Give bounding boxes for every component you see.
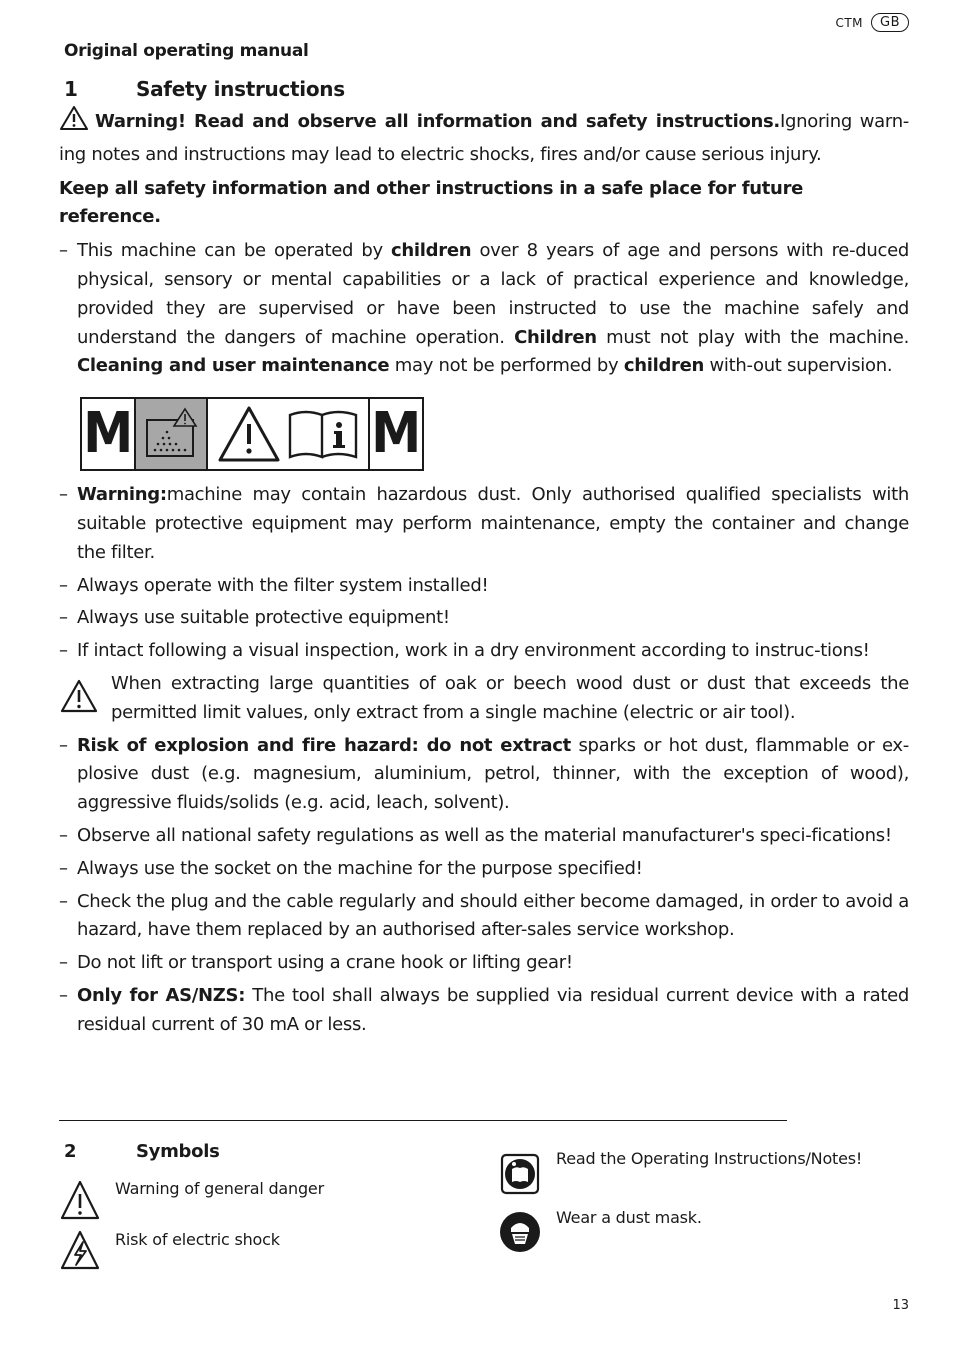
section-divider	[59, 1120, 787, 1121]
symbol-label: Wear a dust mask.	[556, 1208, 702, 1227]
language-badge: GB	[871, 13, 909, 32]
warning-triangle-icon	[59, 670, 103, 728]
section-number: 1	[64, 77, 78, 101]
note-text: When extracting large quantities of oak or beech wood dust or dust that exceeds the permitted limit values, only extract from a single machine (electric or air tool).	[111, 672, 909, 723]
warning-triangle-icon	[59, 105, 89, 141]
safety-content	[59, 105, 909, 1044]
dust-class-letter-left: M	[82, 399, 136, 469]
list-item-crane-hook: – Do not lift or transport using a crane hook or lifting gear!	[59, 952, 573, 974]
page-header	[835, 13, 909, 32]
dust-mask-icon	[498, 1210, 542, 1254]
symbol-label: Risk of electric shock	[115, 1230, 280, 1249]
danger-triangle-icon	[216, 404, 282, 464]
symbol-label: Read the Operating Instructions/Notes!	[556, 1149, 863, 1168]
symbol-general-danger	[59, 1178, 324, 1226]
section-title: Symbols	[136, 1141, 220, 1162]
pictogram-warning-and-manual	[208, 399, 370, 469]
warning-bold-text: Warning! Read and observe all information and safety instructions.	[95, 111, 780, 132]
dust-class-pictogram	[80, 397, 424, 471]
dust-class-letter-right: M	[371, 401, 421, 467]
symbol-electric-shock	[59, 1228, 280, 1276]
section-title: Safety instructions	[136, 77, 345, 101]
general-danger-icon	[59, 1178, 101, 1222]
list-item-socket: – Always use the socket on the machine for the purpose specified!	[59, 857, 643, 879]
warning-text: Ignoring warn-ing notes and instructions may lead to electric shocks, fires and/or cause serious injury.	[59, 111, 910, 165]
section-number: 2	[64, 1141, 77, 1162]
manual-title: Original operating manual	[64, 41, 309, 61]
symbol-read-instructions	[500, 1149, 863, 1199]
dust-container-icon	[136, 399, 208, 469]
symbol-label: Warning of general danger	[115, 1179, 324, 1198]
electric-shock-icon	[59, 1228, 101, 1272]
list-item-protective-equipment: – Always use suitable protective equipment!	[59, 607, 450, 629]
list-item-dry-environment: – If intact following a visual inspection, work in a dry environment according to instruc-tions!	[59, 640, 870, 662]
list-item-children: – This machine can be operated by children over 8 years of age and persons with re-duced physical, sensory or mental capabilities or a lack of practical experience and knowledge, provided they are supervised or have been instructed to use the machine safely and understand the dangers of machine operation. Children must not play with the machine. Cleaning and user maintenance may not be performed by children with-out supervision.	[59, 240, 910, 377]
list-item-explosion-risk: – Risk of explosion and fire hazard: do not extract sparks or hot dust, flammable or ex-plosive dust (e.g. magnesium, aluminium, petrol, thinner, with the exception of wood), aggressive fluids/solids (e.g. acid, leach, solvent).	[59, 734, 909, 814]
warning-paragraph	[59, 105, 909, 170]
list-item-national-regulations: – Observe all national safety regulations as well as the material manufacturer's speci-fications!	[59, 824, 892, 846]
list-item-plug-cable: – Check the plug and the cable regularly and should either become damaged, in order to avoid a hazard, have them replaced by an authorised after-sales service workshop.	[59, 890, 909, 941]
symbol-dust-mask	[498, 1208, 702, 1258]
list-item-filter: – Always operate with the filter system installed!	[59, 574, 489, 596]
section-heading-symbols	[64, 1141, 220, 1162]
section-heading-safety	[64, 77, 345, 101]
keep-instructions-text: Keep all safety information and other instructions in a safe place for future reference.	[59, 177, 804, 228]
wood-dust-note	[59, 670, 909, 728]
list-item-dust-warning: – Warning:machine may contain hazardous dust. Only authorised qualified specialists with suitable protective equipment may perform maintenance, empty the container and change the filter.	[59, 484, 909, 563]
read-instructions-icon	[500, 1153, 540, 1195]
read-manual-book-icon	[286, 407, 360, 461]
page-number: 13	[892, 1298, 909, 1313]
list-item-as-nzs: – Only for AS/NZS: The tool shall always be supplied via residual current device with a rated residual current of 30 mA or less.	[59, 984, 909, 1035]
model-name: CTM	[835, 15, 863, 30]
